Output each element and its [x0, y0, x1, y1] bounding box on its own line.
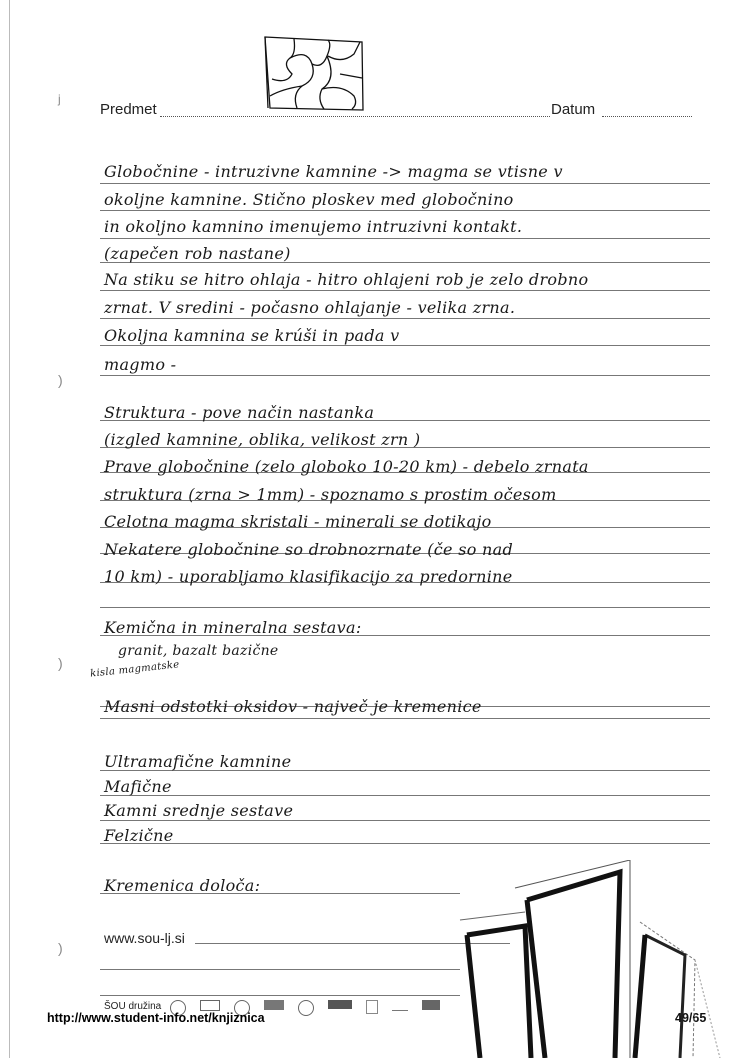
handwritten-line: magmo -: [104, 355, 177, 374]
rule-line: [100, 345, 710, 346]
date-label: Datum: [551, 101, 596, 118]
handwritten-line: granit, bazalt bazične: [118, 643, 279, 659]
handwritten-line: 10 km) - uporabljamo klasifikacijo za predornine: [104, 567, 513, 586]
handwritten-line: Kemična in mineralna sestava:: [104, 618, 362, 637]
rule-line: [100, 995, 460, 996]
sponsor-logo: [392, 1000, 408, 1011]
library-link[interactable]: http://www.student-info.net/knjiznica: [47, 1011, 265, 1025]
rule-line: [100, 183, 710, 184]
hole-punch-mark: ): [58, 940, 63, 956]
handwritten-line: in okoljno kamnino imenujemo intruzivni kontakt.: [104, 217, 523, 236]
handwritten-line: Na stiku se hitro ohlaja - hitro ohlajeni rob je zelo drobno: [104, 270, 589, 289]
subject-field-line: [160, 116, 550, 117]
page-counter: 49/65: [675, 1011, 707, 1025]
org-label: ŠOU družina: [104, 1001, 162, 1012]
handwritten-line: zrnat. V sredini - počasno ohlajanje - velika zrna.: [104, 298, 516, 317]
hole-punch-mark: ): [58, 655, 63, 671]
handwritten-line: Celotna magma skristali - minerali se dotikajo: [104, 512, 492, 531]
sponsor-logo: [328, 1000, 352, 1009]
rule-line: [100, 843, 710, 844]
website-label: www.sou-lj.si: [104, 930, 185, 946]
hole-punch-mark: ): [58, 372, 63, 388]
subject-label: Predmet: [100, 101, 157, 118]
handwritten-line: Felzične: [104, 826, 174, 845]
handwritten-line: Kamni srednje sestave: [104, 801, 294, 820]
rule-line: [100, 375, 710, 376]
date-field-line: [602, 116, 692, 117]
rock-texture-logo: [262, 34, 372, 112]
rule-line: [100, 318, 710, 319]
handwritten-line: (zapečen rob nastane): [104, 244, 291, 263]
scan-margin-line: [9, 0, 10, 1058]
sponsor-logo: [422, 1000, 440, 1010]
handwritten-line: kisla magmatske: [89, 659, 180, 680]
handwritten-line: Masni odstotki oksidov - največ je kremenice: [104, 697, 482, 716]
decorative-buildings-graphic: [455, 860, 750, 1058]
rule-line: [100, 718, 710, 719]
rule-line: [100, 290, 710, 291]
handwritten-line: Prave globočnine (zelo globoko 10-20 km) - debelo zrnata: [104, 457, 589, 476]
handwritten-line: okoljne kamnine. Stično ploskev med globočnino: [104, 190, 514, 209]
handwritten-line: Ultramafične kamnine: [104, 752, 292, 771]
rule-line: [100, 607, 710, 608]
handwritten-line: (izgled kamnine, oblika, velikost zrn ): [104, 430, 421, 449]
handwritten-line: Mafične: [104, 777, 172, 796]
rule-line: [100, 820, 710, 821]
handwritten-line: struktura (zrna > 1mm) - spoznamo s prostim očesom: [104, 485, 557, 504]
rule-line: [100, 210, 710, 211]
handwritten-line: Struktura - pove način nastanka: [104, 403, 375, 422]
sponsor-logo: [264, 1000, 284, 1010]
handwritten-line: Globočnine - intruzivne kamnine -> magma se vtisne v: [104, 162, 563, 181]
hole-punch-mark: j: [58, 92, 61, 106]
handwritten-line: Okoljna kamnina se krúši in pada v: [104, 326, 400, 345]
handwritten-line: Kremenica določa:: [104, 876, 261, 895]
rule-line: [100, 795, 710, 796]
rule-line: [100, 238, 710, 239]
handwritten-line: Nekatere globočnine so drobnozrnate (če so nad: [104, 540, 514, 559]
sponsor-logo: [200, 1000, 220, 1011]
sponsor-logo: [298, 1000, 314, 1016]
sponsor-logo: [366, 1000, 378, 1014]
rule-line: [100, 969, 460, 970]
